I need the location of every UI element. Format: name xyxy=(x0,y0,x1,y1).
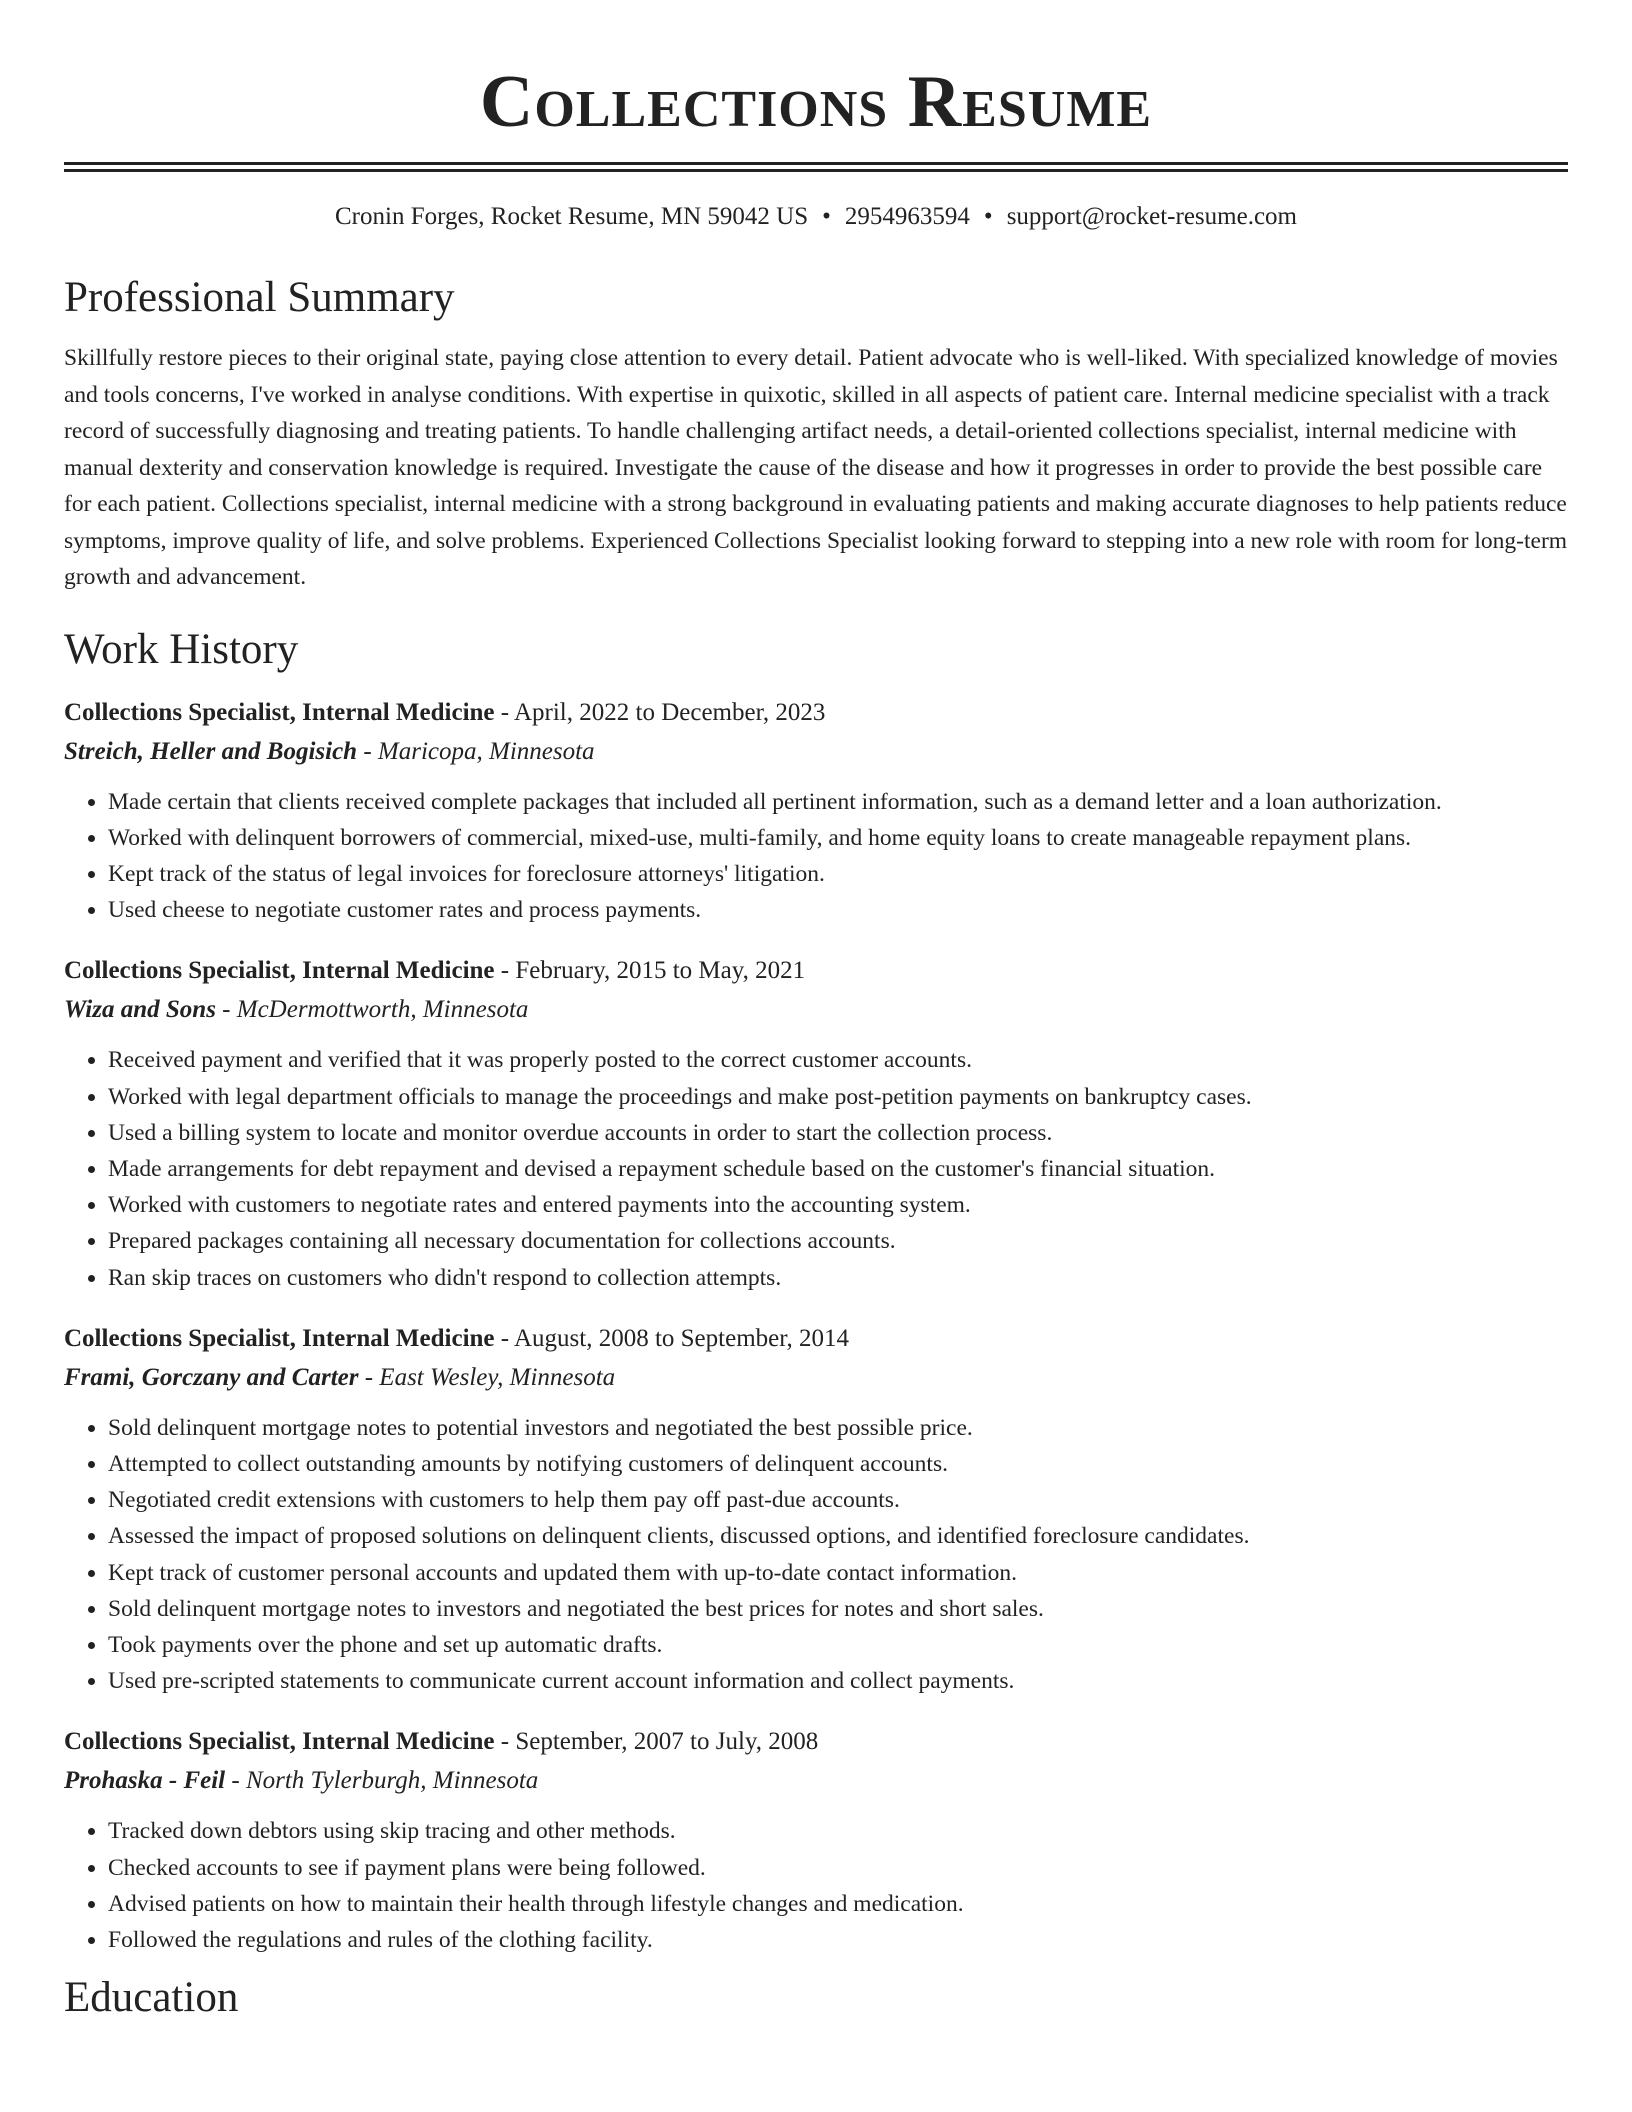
contact-phone[interactable]: 2954963594 xyxy=(844,203,970,230)
duty-item: • Worked with legal department officials to manage the proceedings and make post-petition payments on bankruptcy cases. xyxy=(108,1079,1568,1115)
job-title: Collections Specialist, Internal Medicine xyxy=(64,957,495,985)
job-duties xyxy=(64,1410,1568,1700)
duty-item: • Worked with delinquent borrowers of commercial, mixed-use, multi-family, and home equity loans to create manageable repayment plans. xyxy=(108,820,1568,856)
duty-item: • Took payments over the phone and set up automatic drafts. xyxy=(108,1627,1568,1663)
job-company: Prohaska - Feil xyxy=(64,1767,226,1795)
job-duties xyxy=(64,784,1568,929)
summary-heading: Professional Summary xyxy=(64,274,455,321)
duty-item: • Sold delinquent mortgage notes to investors and negotiated the best prices for notes and short sales. xyxy=(108,1591,1568,1627)
summary-text: Skillfully restore pieces to their original state, paying close attention to every detail. Patient advocate who is well-liked. With specialized knowledge of movies and tools concerns, I've worked in analyse conditions. With expertise in quixotic, skilled in all aspects of patient care. Internal medicine specialist with a track record of successfully diagnosing and treating patients. To handle challenging artifact needs, a detail-oriented collections specialist, internal medicine with manual dexterity and conservation knowledge is required. Investigate the cause of the disease and how it progresses in order to provide the best possible care for each patient. Collections specialist, internal medicine with a strong background in evaluating patients and making accurate diagnoses to help patients reduce symptoms, improve quality of life, and solve problems. Experienced Collections Specialist looking forward to stepping into a new role with room for long-term growth and advancement. xyxy=(64,345,1568,590)
job-entry xyxy=(64,1320,1568,1700)
duty-item: • Received payment and verified that it was properly posted to the correct customer accounts. xyxy=(108,1042,1568,1078)
duty-item: • Used a billing system to locate and monitor overdue accounts in order to start the collection process. xyxy=(108,1115,1568,1151)
job-title: Collections Specialist, Internal Medicine xyxy=(64,1324,495,1352)
job-title-line xyxy=(64,952,1568,990)
job-duties xyxy=(64,1813,1568,1958)
job-company-line xyxy=(64,732,1568,772)
job-duties xyxy=(64,1042,1568,1295)
duty-item: • Worked with customers to negotiate rates and entered payments into the accounting system. xyxy=(108,1187,1568,1223)
job-company-line xyxy=(64,1761,1568,1801)
job-dates: - February, 2015 to May, 2021 xyxy=(494,957,806,985)
duty-item: • Prepared packages containing all necessary documentation for collections accounts. xyxy=(108,1223,1568,1259)
duty-item: • Used pre-scripted statements to communicate current account information and collect payments. xyxy=(108,1663,1568,1699)
job-title: Collections Specialist, Internal Medicine xyxy=(64,1728,495,1756)
duty-item: • Kept track of the status of legal invoices for foreclosure attorneys' litigation. xyxy=(108,856,1568,892)
job-location: - McDermottworth, Minnesota xyxy=(215,996,529,1024)
job-company-line xyxy=(64,990,1568,1030)
duty-item: • Ran skip traces on customers who didn't respond to collection attempts. xyxy=(108,1260,1568,1296)
job-entry xyxy=(64,1723,1568,1958)
job-title: Collections Specialist, Internal Medicine xyxy=(64,698,495,726)
duty-item: • Kept track of customer personal accounts and updated them with up-to-date contact information. xyxy=(108,1555,1568,1591)
contact-separator: • xyxy=(822,203,831,230)
duty-item: • Negotiated credit extensions with customers to help them pay off past-due accounts. xyxy=(108,1482,1568,1518)
job-company: Wiza and Sons xyxy=(64,996,216,1024)
job-entry xyxy=(64,694,1568,929)
job-entry xyxy=(64,952,1568,1295)
duty-item: • Assessed the impact of proposed solutions on delinquent clients, discussed options, and identified foreclosure candidates. xyxy=(108,1518,1568,1554)
job-dates: - April, 2022 to December, 2023 xyxy=(494,698,826,726)
job-dates: - September, 2007 to July, 2008 xyxy=(494,1728,819,1756)
job-company: Frami, Gorczany and Carter xyxy=(64,1363,359,1391)
duty-item: • Used cheese to negotiate customer rates and process payments. xyxy=(108,892,1568,928)
contact-email[interactable]: support@rocket-resume.com xyxy=(1006,203,1297,230)
job-company-line xyxy=(64,1358,1568,1398)
contact-address: Cronin Forges, Rocket Resume, MN 59042 US xyxy=(335,203,809,230)
resume-title: Collections Resume xyxy=(479,61,1153,143)
duty-item: • Sold delinquent mortgage notes to potential investors and negotiated the best possible price. xyxy=(108,1410,1568,1446)
education-heading: Education xyxy=(64,1974,239,2022)
job-location: - North Tylerburgh, Minnesota xyxy=(225,1767,539,1795)
duty-item: • Tracked down debtors using skip tracing and other methods. xyxy=(108,1813,1568,1849)
work-history-list xyxy=(64,694,1568,1959)
job-dates: - August, 2008 to September, 2014 xyxy=(494,1324,850,1352)
job-title-line xyxy=(64,1320,1568,1358)
job-company: Streich, Heller and Bogisich xyxy=(64,737,358,765)
header-divider xyxy=(64,162,1568,172)
job-location: - Maricopa, Minnesota xyxy=(357,737,595,765)
job-location: - East Wesley, Minnesota xyxy=(358,1363,616,1391)
work-history-heading: Work History xyxy=(64,625,299,673)
duty-item: • Advised patients on how to maintain their health through lifestyle changes and medication. xyxy=(108,1886,1568,1922)
job-title-line xyxy=(64,1723,1568,1761)
contact-separator: • xyxy=(983,203,993,230)
job-title-line xyxy=(64,694,1568,732)
duty-item: • Followed the regulations and rules of the clothing facility. xyxy=(108,1922,1568,1958)
duty-item: • Made arrangements for debt repayment and devised a repayment schedule based on the customer's financial situation. xyxy=(108,1151,1568,1187)
duty-item: • Attempted to collect outstanding amounts by notifying customers of delinquent accounts. xyxy=(108,1446,1568,1482)
duty-item: • Checked accounts to see if payment plans were being followed. xyxy=(108,1850,1568,1886)
duty-item: • Made certain that clients received complete packages that included all pertinent information, such as a demand letter and a loan authorization. xyxy=(108,784,1568,820)
contact-line xyxy=(64,200,1568,234)
